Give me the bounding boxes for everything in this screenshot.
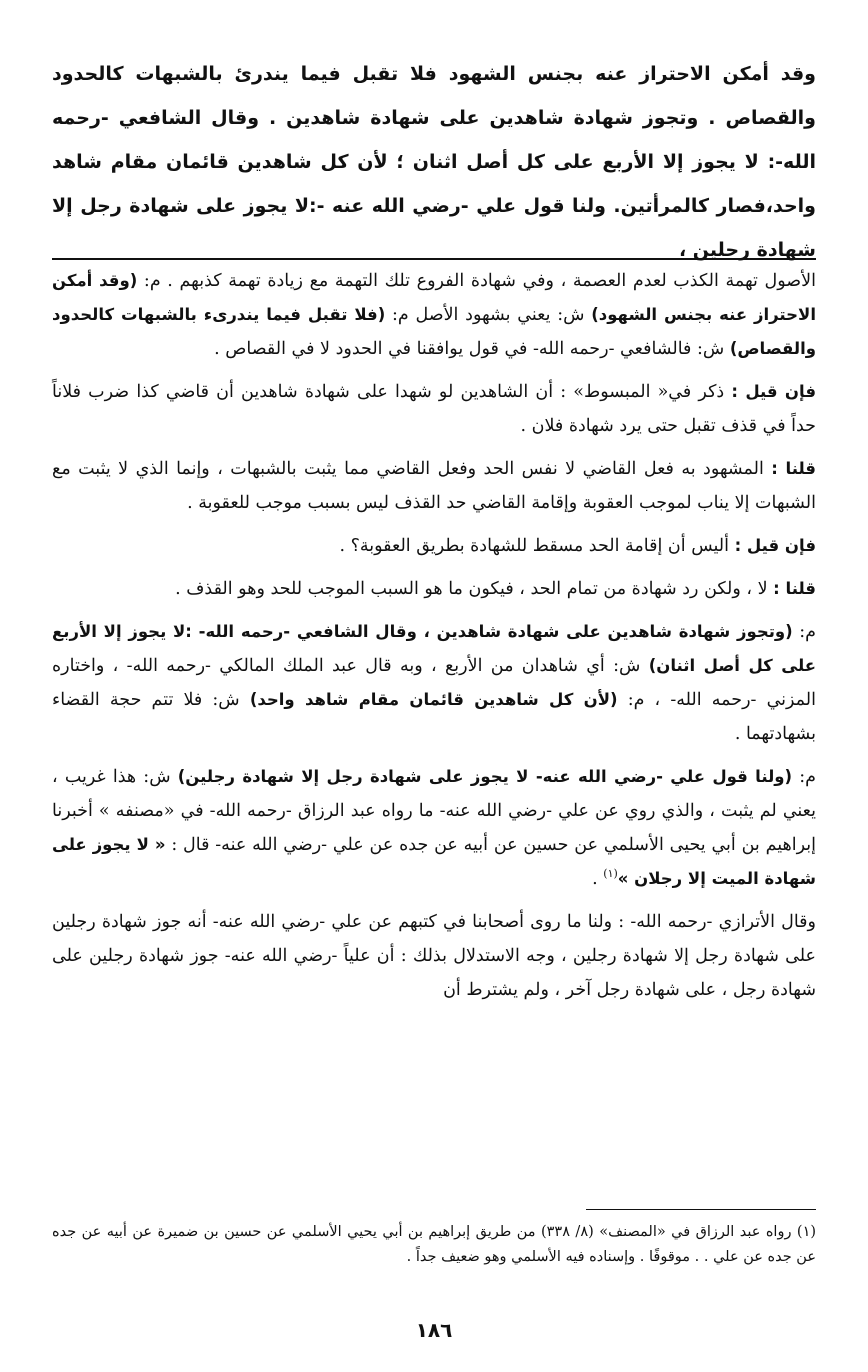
- commentary-paragraph-6: م: (وتجوز شهادة شاهدين على شهادة شاهدين ، وقال الشافعي -رحمه الله- :لا يجوز إلا الأربع على كل أصل اثنان) ش: أي شاهدان من الأربع ، وبه قال عبد الملك المالكي -رحمه الله- ، واختاره المزني -رحمه الله- ، م: (لأن كل شاهدين قائمان مقام شاهد واحد) ش: فلا تتم حجة القضاء بشهادتهما .: [52, 622, 816, 744]
- commentary-paragraph-7: م: (ولنا قول علي -رضي الله عنه- لا يجوز على شهادة رجل إلا شهادة رجلين) ش: هذا غريب ، يعني لم يثبت ، والذي روي عن علي -رضي الله عنه- ما رواه عبد الرزاق -رحمه الله- في «مصنفه » أخبرنا إبراهيم بن أبي يحيى الأسلمي عن حسين عن أبيه عن جده عن علي -رضي الله عنه- قال : « لا يجوز على شهادة الميت إلا رجلان »$^{(١)}$ .: [52, 767, 817, 889]
- commentary-paragraph-8: وقال الأترازي -رحمه الله- : ولنا ما روى أصحابنا في كتبهم عن علي -رضي الله عنه- أنه جوز شهادة رجلين على شهادة رجل إلا شهادة رجلين ، وجه الاستدلال بذلك : أن علياً -رضي الله عنه- جوز شهادة رجلين على شهادة رجل ، على شهادة رجل آخر ، ولم يشترط أن: [52, 912, 816, 1000]
- page-number: ١٨٦: [415, 1318, 453, 1342]
- footnote-reference[interactable]: (١): [603, 867, 618, 881]
- separator-line: [52, 258, 816, 260]
- commentary-paragraph-5: قلنا : لا ، ولكن رد شهادة من تمام الحد ، فيكون ما هو السبب الموجب للحد وهو القذف .: [175, 579, 816, 599]
- main-text-block: [52, 52, 816, 272]
- commentary-block: [52, 264, 816, 1016]
- main-text-paragraph: وقد أمكن الاحتراز عنه بجنس الشهود فلا تقبل فيما يندرئ بالشبهات كالحدود والقصاص . وتجوز شهادة شاهدين على شهادة شاهدين . وقال الشافعي -رحمه الله-: لا يجوز إلا الأربع على كل أصل اثنان ؛ لأن كل شاهدين قائمان مقام شاهد واحد،فصار كالمرأتين. ولنا قول علي -رضي الله عنه -:لا يجوز على شهادة رجل إلا شهادة رجلين ،: [52, 63, 816, 261]
- footnote: [52, 1220, 816, 1270]
- commentary-paragraph-4: فإن قيل : أليس أن إقامة الحد مسقط للشهادة بطريق العقوبة؟ .: [339, 536, 816, 556]
- commentary-paragraph-1: الأصول تهمة الكذب لعدم العصمة ، وفي شهادة الفروع تلك التهمة مع زيادة تهمة كذبهم . م: (وقد أمكن الاحتراز عنه بجنس الشهود) ش: يعني بشهود الأصل م: (فلا تقبل فيما يندرىء بالشبهات كالحدود والقصاص) ش: فالشافعي -رحمه الله- في قول يوافقنا في الحدود لا في القصاص .: [52, 271, 816, 359]
- footnote-text: (١) رواه عبد الرزاق في «المصنف» (٨/ ٣٣٨) من طريق إبراهيم بن أبي يحيي الأسلمي عن حسين بن ضميرة عن أبيه عن جده عن جده عن علي . . موقوفًا . وإسناده فيه الأسلمي وهو ضعيف جداً .: [52, 1224, 817, 1265]
- footnote-separator: [586, 1209, 816, 1210]
- commentary-paragraph-3: قلنا : المشهود به فعل القاضي لا نفس الحد وفعل القاضي مما يثبت بالشبهات ، وإنما الذي لا يثبت مع الشبهات إلا يناب لموجب العقوبة وإقامة القاضي حد القذف ليس بسبب موجب للعقوبة .: [52, 459, 816, 513]
- commentary-paragraph-2: فإن قيل : ذكر في« المبسوط» : أن الشاهدين لو شهدا على شهادة شاهدين أن قاضي كذا ضرب فلاناً حداً في قذف تقبل حتى يرد شهادة فلان .: [52, 382, 817, 436]
